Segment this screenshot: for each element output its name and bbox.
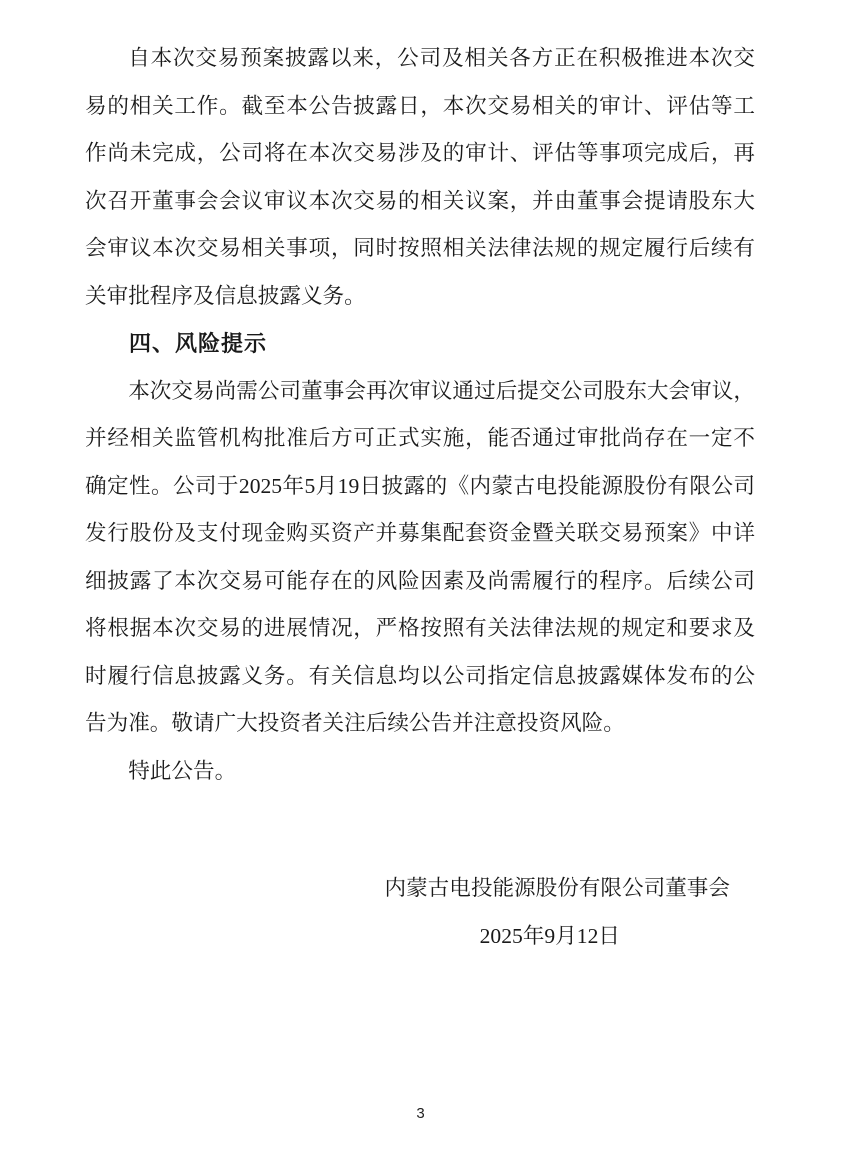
text-line: 特此公告。 — [128, 758, 237, 783]
text-line: 自本次交易预案披露以来，公司及相关各方正在积极推进本次交 — [128, 46, 755, 70]
text-line: 作尚未完成，公司将在本次交易涉及的审计、评估等事项完成后，再 — [85, 141, 755, 165]
section-heading: 四、风险提示 — [129, 331, 268, 356]
text-line: 发行股份及支付现金购买资产并募集配套资金暨关联交易预案》中详 — [85, 521, 755, 545]
paragraph — [85, 748, 755, 796]
text-line: 时履行信息披露义务。有关信息均以公司指定信息披露媒体发布的公 — [85, 663, 755, 688]
document-body — [85, 35, 755, 795]
text-line: 次召开董事会会议审议本次交易的相关议案，并由董事会提请股东大 — [85, 188, 755, 213]
text-line: 并经相关监管机构批准后方可正式实施，能否通过审批尚存在一定不 — [85, 426, 755, 450]
text-line: 会审议本次交易相关事项，同时按照相关法律法规的规定履行后续有 — [85, 236, 755, 260]
signature-block — [85, 865, 755, 960]
text-line: 本次交易尚需公司董事会再次审议通过后提交公司股东大会审议， — [128, 378, 755, 403]
paragraph — [85, 35, 755, 320]
text-line: 细披露了本次交易可能存在的风险因素及尚需履行的程序。后续公司 — [85, 568, 755, 593]
paragraph — [85, 368, 755, 748]
signature-company: 内蒙古电投能源股份有限公司董事会 — [384, 876, 730, 900]
text-line: 易的相关工作。截至本公告披露日，本次交易相关的审计、评估等工 — [85, 93, 755, 118]
text-line: 将根据本次交易的进展情况，严格按照有关法律法规的规定和要求及 — [85, 616, 755, 640]
signature-date: 2025年9月12日 — [479, 923, 620, 948]
text-line: 告为准。敬请广大投资者关注后续公告并注意投资风险。 — [85, 711, 625, 735]
text-line: 确定性。公司于2025年5月19日披露的《内蒙古电投能源股份有限公司 — [85, 473, 755, 498]
page-number: 3 — [416, 1105, 425, 1122]
text-line: 关审批程序及信息披露义务。 — [85, 283, 366, 308]
